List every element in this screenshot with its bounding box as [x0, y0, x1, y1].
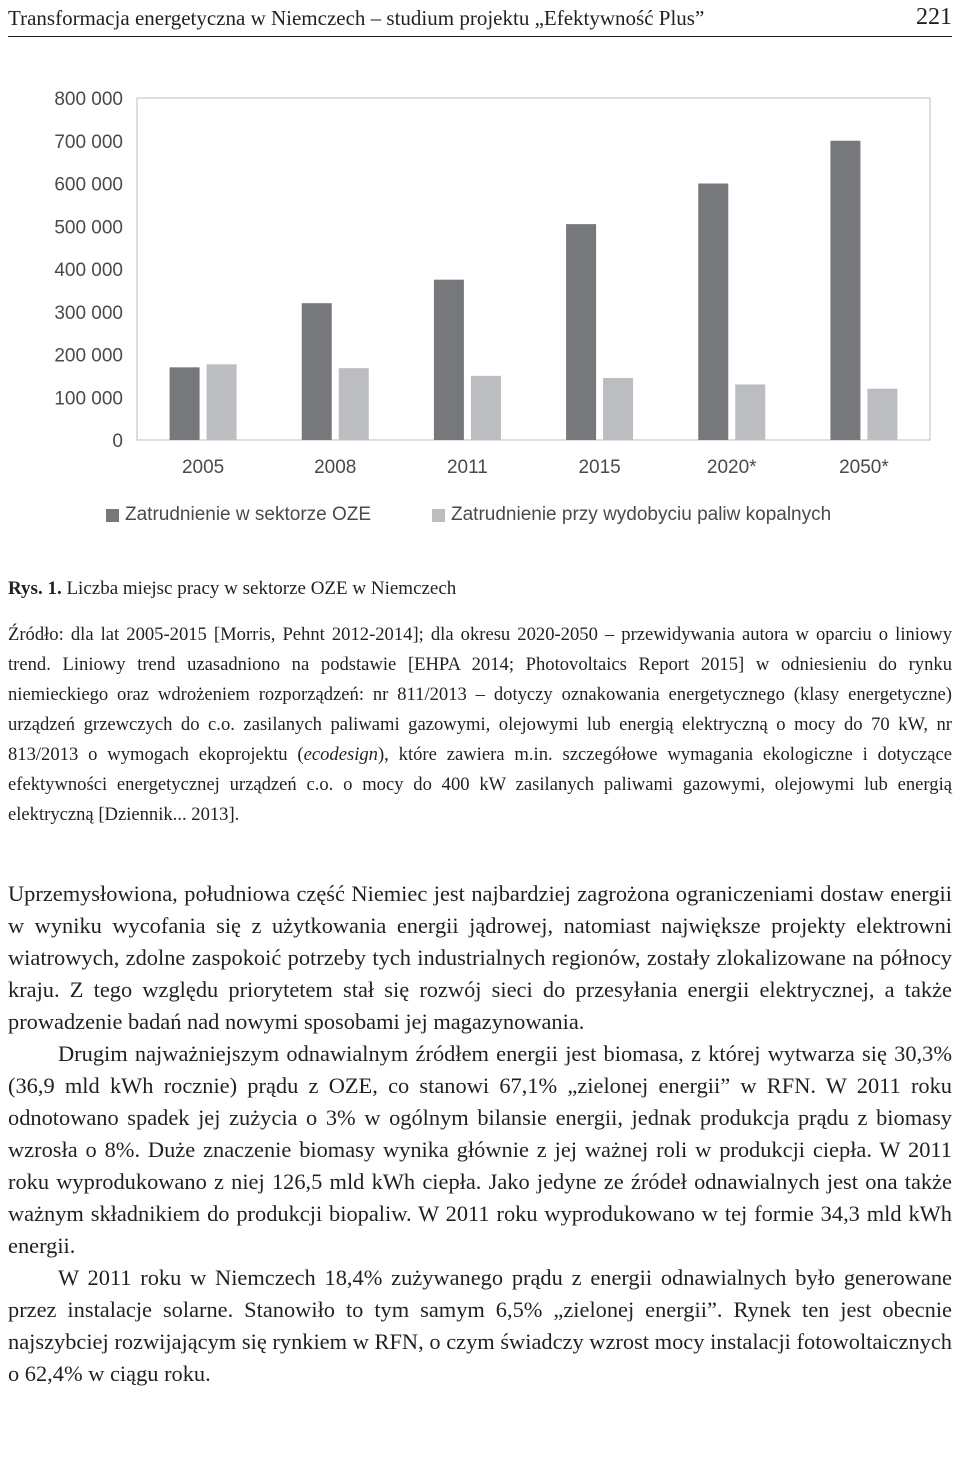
bar-oze [698, 184, 728, 441]
source-text-end: ), które zawiera m.in. szczegółowe wymagania ekologiczne i dotyczące efektywności energetycznej urządzeń c.o. o mocy do 400 kW zasilanych paliwami gazowymi, olejowymi lub energią elektryczną [Dziennik... 2013]. [8, 744, 952, 825]
y-tick-label: 600 000 [54, 174, 123, 196]
bar-fossil [339, 368, 369, 440]
legend-item-fossil [432, 504, 831, 526]
body-text [8, 878, 952, 1390]
page-header [8, 4, 952, 37]
legend-swatch-oze [106, 509, 119, 522]
x-tick-label: 2008 [314, 457, 357, 478]
x-tick-label: 2011 [446, 457, 488, 478]
bar-fossil [207, 364, 237, 440]
source-text: dla lat 2005-2015 [Morris, Pehnt 2012-2014]; dla okresu 2020-2050 – przewidywania autora w oparciu o liniowy trend. Liniowy trend uzasadniono na podstawie [EHPA 2014; Photovoltaics Report 2015] w odniesieniu do rynku niemieckiego oraz wdrożeniem rozporządzeń: nr 811/2013 – dotyczy oznakowania energetycznego (klasy energetyczne) urządzeń grzewczych do c.o. zasilanych paliwami gazowymi, olejowymi lub energią elektryczną o mocy do 70 kW, nr 813/2013 o wymogach ekoprojektu ( [8, 624, 952, 765]
x-tick-label: 2015 [578, 457, 621, 478]
y-tick-label: 800 000 [54, 89, 123, 110]
bar-oze [566, 224, 596, 440]
paragraph: Drugim najważniejszym odnawialnym źródłem energii jest biomasa, z której wytwarza się 30,3% (36,9 mld kWh rocznie) prądu z OZE, co stanowi 67,1% „zielonej energii” w RFN. W 2011 roku odnotowano spadek jej zużycia o 3% w ogólnym bilansie energii, jednak produkcja prądu z biomasy wzrosła o 8%. Duże znaczenie biomasy wynika głównie z jej ważnej roli w produkcji ciepła. W 2011 roku wyprodukowano z niej 126,5 mld kWh ciepła. Jako jedyne ze źródeł odnawialnych jest ona także ważnym składnikiem do produkcji biopaliw. W 2011 roku wyprodukowano w tej formie 34,3 mld kWh energii. [8, 1041, 952, 1258]
paragraph: W 2011 roku w Niemczech 18,4% zużywanego prądu z energii odnawialnych było generowane przez instalacje solarne. Stanowiło to tym samym 6,5% „zielonej energii”. Rynek ten jest obecnie najszybciej rozwijającym się rynkiem w RFN, o czym świadczy wzrost mocy instalacji fotowoltaicznych o 62,4% w ciągu roku. [8, 1265, 952, 1386]
y-tick-label: 100 000 [54, 388, 123, 410]
bar-fossil [867, 389, 897, 440]
bar-oze [170, 367, 200, 440]
y-tick-label: 0 [112, 431, 123, 452]
y-tick-label: 200 000 [54, 345, 123, 367]
running-title: Transformacja energetyczna w Niemczech – studium projektu „Efektywność Plus” [8, 6, 705, 30]
bar-oze [830, 141, 860, 440]
plot-area [137, 98, 930, 440]
x-tick-label: 2020* [706, 457, 757, 478]
legend-swatch-fossil [432, 509, 445, 522]
legend-label-oze: Zatrudnienie w sektorze OZE [125, 504, 372, 525]
y-tick-label: 400 000 [54, 260, 123, 281]
figure-caption [8, 578, 952, 600]
bar-oze [434, 280, 464, 440]
caption-text: Liczba miejsc pracy w sektorze OZE w Niemczech [61, 578, 457, 599]
legend-item-oze [106, 504, 371, 526]
caption-label: Rys. 1. [8, 578, 62, 599]
y-tick-label: 300 000 [54, 302, 123, 324]
chart-legend [106, 504, 926, 532]
source-label: Źródło: [8, 624, 64, 645]
source-italic: ecodesign [303, 744, 378, 765]
paragraph: Uprzemysłowiona, południowa część Niemiec jest najbardziej zagrożona ograniczeniami dostaw energii w wyniku wycofania się z użytkowania energii jądrowej, natomiast największe projekty elektrowni wiatrowych, zdolne zaspokoić potrzeby tych industrialnych regionów, zostały zlokalizowane na północy kraju. Z tego względu priorytetem stał się rozwój sieci do przesyłania energii elektrycznej, a także prowadzenie badań nad nowymi sposobami jej magazynowania. [8, 881, 952, 1034]
bar-fossil [603, 378, 633, 440]
x-tick-label: 2050* [839, 457, 889, 478]
bar-oze [302, 303, 332, 440]
y-tick-label: 700 000 [54, 131, 123, 153]
bar-fossil [735, 384, 765, 440]
figure-source [8, 620, 952, 830]
legend-label-fossil: Zatrudnienie przy wydobyciu paliw kopalnych [451, 504, 832, 525]
x-tick-label: 2005 [181, 457, 225, 478]
bar-chart [0, 80, 960, 500]
page-number: 221 [916, 4, 952, 30]
y-tick-label: 500 000 [54, 217, 123, 239]
bar-fossil [471, 376, 501, 440]
